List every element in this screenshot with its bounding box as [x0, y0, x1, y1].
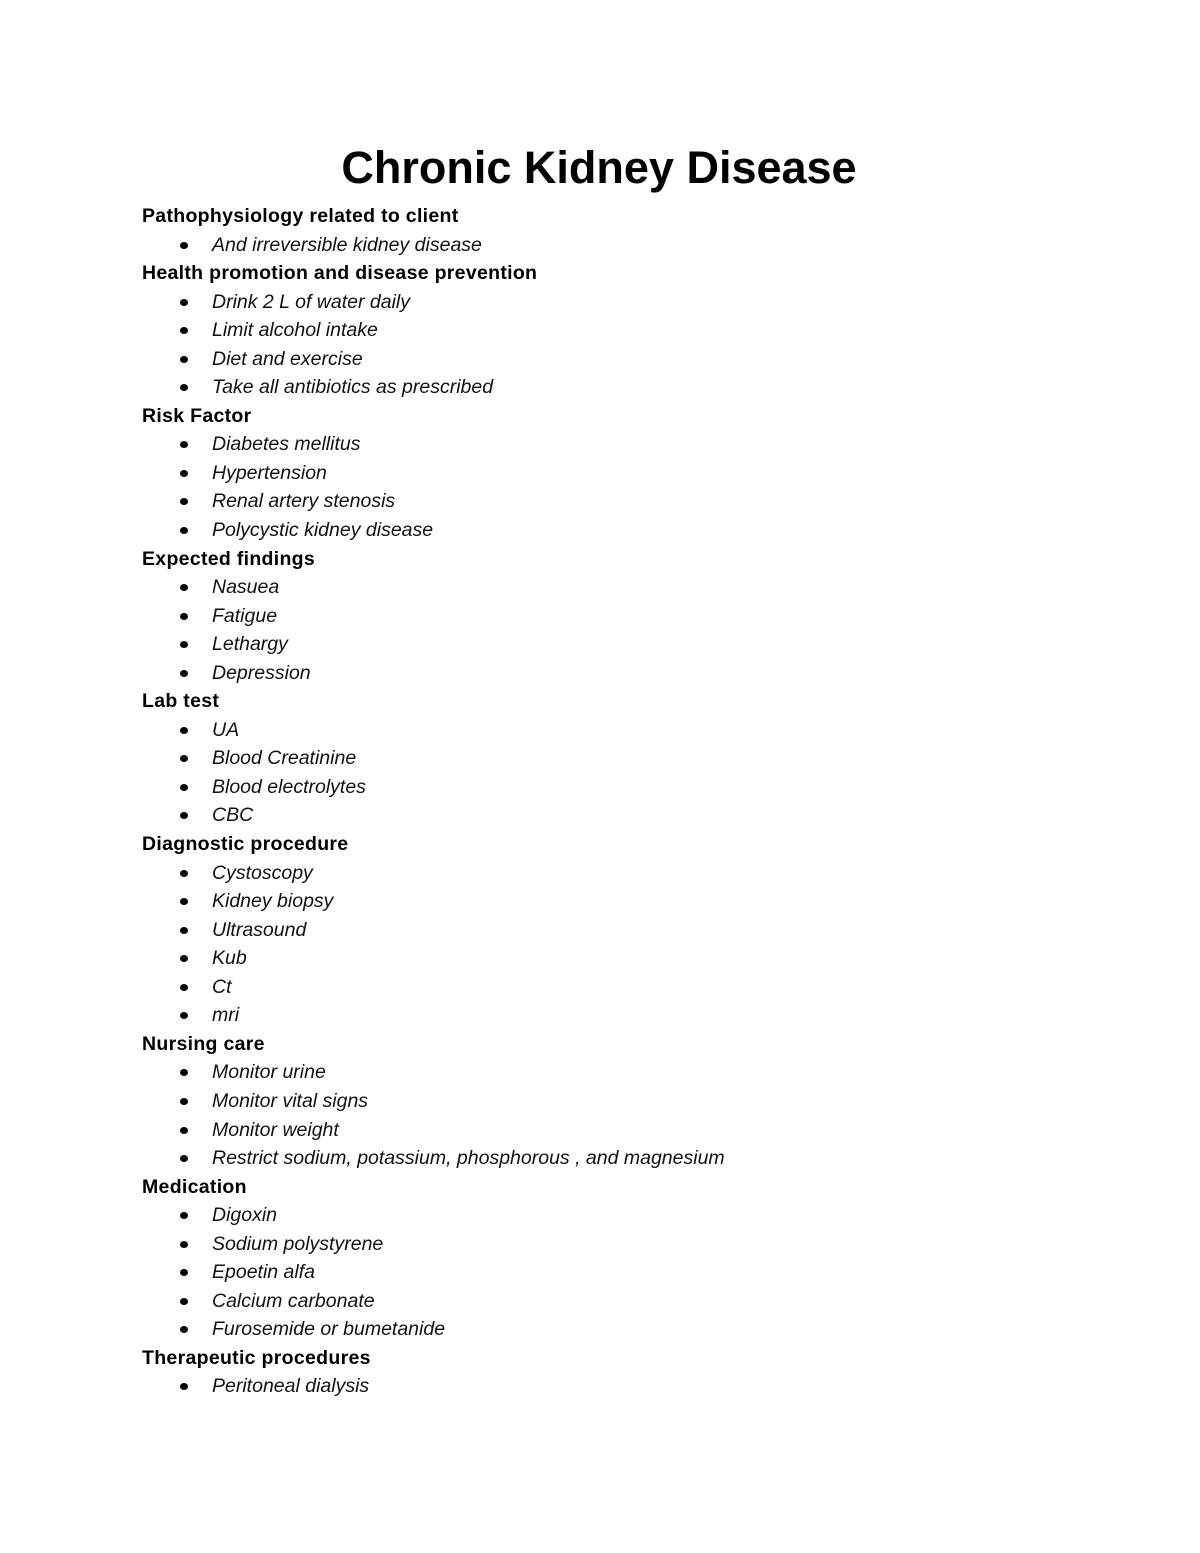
list-item [142, 430, 1142, 459]
list-item-text: UA [212, 718, 240, 741]
bullet-icon [180, 299, 188, 306]
list-item-text: Restrict sodium, potassium, phosphorous , and magnesium [212, 1147, 725, 1170]
bullet-list [142, 859, 1142, 1030]
list-item-text: Depression [212, 661, 311, 684]
list-item-text: Furosemide or bumetanide [212, 1318, 446, 1341]
section-heading: Lab test [142, 690, 220, 713]
bullet-list [142, 716, 1142, 830]
list-item-text: Monitor weight [212, 1118, 339, 1141]
bullet-list [142, 288, 1142, 402]
list-item [142, 373, 1142, 402]
list-item-text: Diabetes mellitus [212, 433, 361, 456]
bullet-icon [180, 584, 188, 591]
list-item [142, 744, 1142, 773]
bullet-list [142, 1058, 1142, 1172]
document-section [142, 687, 1142, 830]
list-item-text: Ct [212, 975, 232, 998]
list-item [142, 1144, 1142, 1173]
bullet-list [142, 430, 1142, 544]
section-heading: Diagnostic procedure [142, 833, 349, 856]
list-item [142, 516, 1142, 545]
list-item [142, 288, 1142, 317]
bullet-icon [180, 670, 188, 677]
bullet-icon [180, 1212, 188, 1219]
list-item-text: Blood electrolytes [212, 775, 366, 798]
document-body [142, 202, 1142, 1401]
list-item [142, 1372, 1142, 1401]
list-item-text: Take all antibiotics as prescribed [212, 376, 494, 399]
bullet-icon [180, 356, 188, 363]
bullet-icon [180, 613, 188, 620]
bullet-icon [180, 242, 188, 249]
list-item [142, 659, 1142, 688]
bullet-icon [180, 1269, 188, 1276]
bullet-icon [180, 1383, 188, 1390]
bullet-icon [180, 812, 188, 819]
document-section [142, 259, 1142, 402]
bullet-icon [180, 955, 188, 962]
list-item-text: Diet and exercise [212, 347, 363, 370]
bullet-icon [180, 927, 188, 934]
bullet-icon [180, 470, 188, 477]
document-section [142, 1344, 1142, 1401]
bullet-icon [180, 870, 188, 877]
list-item-text: Epoetin alfa [212, 1261, 315, 1284]
document-section [142, 830, 1142, 1030]
bullet-list [142, 573, 1142, 687]
list-item [142, 716, 1142, 745]
list-item-text: Kidney biopsy [212, 890, 334, 913]
section-heading: Therapeutic procedures [142, 1346, 371, 1369]
list-item-text: Calcium carbonate [212, 1289, 375, 1312]
list-item [142, 459, 1142, 488]
list-item [142, 316, 1142, 345]
bullet-list [142, 1372, 1142, 1401]
bullet-icon [180, 1012, 188, 1019]
bullet-icon [180, 641, 188, 648]
list-item [142, 916, 1142, 945]
document-section [142, 402, 1142, 545]
bullet-icon [180, 441, 188, 448]
bullet-icon [180, 1127, 188, 1134]
bullet-icon [180, 784, 188, 791]
section-heading: Risk Factor [142, 404, 252, 427]
list-item [142, 859, 1142, 888]
list-item-text: Fatigue [212, 604, 278, 627]
list-item [142, 231, 1142, 260]
list-item-text: CBC [212, 804, 254, 827]
bullet-icon [180, 727, 188, 734]
list-item-text: Monitor vital signs [212, 1089, 369, 1112]
list-item [142, 573, 1142, 602]
list-item [142, 1315, 1142, 1344]
list-item-text: Ultrasound [212, 918, 307, 941]
list-item [142, 630, 1142, 659]
bullet-icon [180, 1326, 188, 1333]
bullet-icon [180, 755, 188, 762]
list-item-text: Cystoscopy [212, 861, 313, 884]
section-heading: Health promotion and disease prevention [142, 262, 538, 285]
list-item [142, 773, 1142, 802]
list-item [142, 1258, 1142, 1287]
list-item [142, 973, 1142, 1002]
list-item-text: Blood Creatinine [212, 747, 357, 770]
section-heading: Expected findings [142, 547, 316, 570]
list-item-text: Peritoneal dialysis [212, 1375, 370, 1398]
list-item-text: mri [212, 1004, 240, 1027]
list-item [142, 487, 1142, 516]
bullet-icon [180, 384, 188, 391]
list-item [142, 944, 1142, 973]
bullet-icon [180, 1098, 188, 1105]
document-section [142, 202, 1142, 259]
list-item-text: And irreversible kidney disease [212, 233, 482, 256]
list-item [142, 1116, 1142, 1145]
bullet-icon [180, 1241, 188, 1248]
list-item-text: Polycystic kidney disease [212, 519, 434, 542]
list-item [142, 801, 1142, 830]
list-item-text: Kub [212, 947, 247, 970]
list-item-text: Sodium polystyrene [212, 1232, 384, 1255]
bullet-icon [180, 1155, 188, 1162]
bullet-list [142, 231, 1142, 260]
list-item-text: Nasuea [212, 576, 280, 599]
list-item-text: Hypertension [212, 461, 327, 484]
list-item-text: Digoxin [212, 1204, 278, 1227]
bullet-icon [180, 1069, 188, 1076]
bullet-icon [180, 327, 188, 334]
list-item-text: Renal artery stenosis [212, 490, 396, 513]
list-item [142, 345, 1142, 374]
list-item-text: Monitor urine [212, 1061, 326, 1084]
list-item [142, 1201, 1142, 1230]
document-section [142, 1173, 1142, 1344]
list-item [142, 1058, 1142, 1087]
list-item [142, 887, 1142, 916]
list-item-text: Limit alcohol intake [212, 319, 378, 342]
bullet-list [142, 1201, 1142, 1344]
list-item-text: Drink 2 L of water daily [212, 290, 410, 313]
list-item [142, 1001, 1142, 1030]
bullet-icon [180, 984, 188, 991]
list-item [142, 1287, 1142, 1316]
section-heading: Medication [142, 1175, 247, 1198]
list-item [142, 602, 1142, 631]
document-title: Chronic Kidney Disease [341, 142, 857, 193]
list-item [142, 1230, 1142, 1259]
bullet-icon [180, 527, 188, 534]
document-section [142, 545, 1142, 688]
list-item [142, 1087, 1142, 1116]
bullet-icon [180, 498, 188, 505]
bullet-icon [180, 898, 188, 905]
section-heading: Pathophysiology related to client [142, 205, 459, 227]
section-heading: Nursing care [142, 1032, 265, 1055]
document-section [142, 1030, 1142, 1173]
bullet-icon [180, 1298, 188, 1305]
list-item-text: Lethargy [212, 633, 288, 656]
